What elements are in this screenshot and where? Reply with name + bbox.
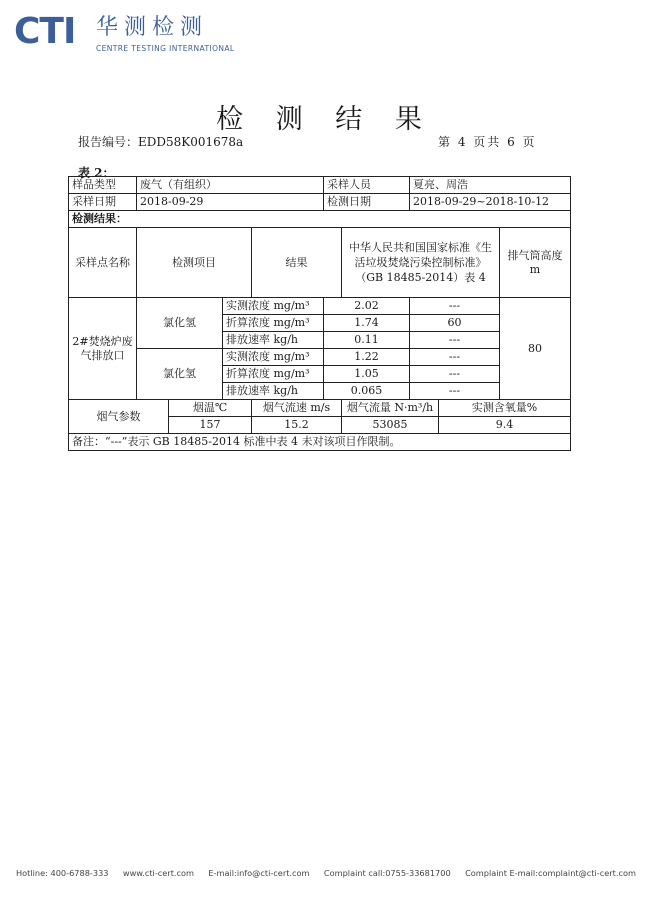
sampler-value: 夏亮、周浩 <box>410 177 571 194</box>
table-note: 备注：“---”表示 GB 18485-2014 标准中表 4 未对该项目作限制。 <box>69 434 571 451</box>
sample-type-value: 废气（有组织） <box>137 177 324 194</box>
result-value: 1.22 <box>324 349 410 366</box>
result-value: 2.02 <box>324 298 410 315</box>
logo-mark: CTI <box>14 11 76 52</box>
item-name: 实测浓度 mg/m³ <box>223 298 324 315</box>
stack-height-value: 80 <box>500 298 571 400</box>
page-footer <box>16 868 636 878</box>
standard-value: 60 <box>410 315 500 332</box>
standard-value: --- <box>410 332 500 349</box>
flue-param-name: 烟温℃ <box>169 400 252 417</box>
footer-email: E-mail:info@cti-cert.com <box>208 868 310 878</box>
standard-value: --- <box>410 349 500 366</box>
table-label: 表 2： <box>78 166 115 180</box>
flue-param-name: 烟气流量 N·m³/h <box>342 400 439 417</box>
standard-value: --- <box>410 298 500 315</box>
flue-param-value: 53085 <box>342 417 439 434</box>
test-date-value: 2018-09-29~2018-10-12 <box>410 194 571 211</box>
sampling-date-label: 采样日期 <box>69 194 137 211</box>
standard-value: --- <box>410 366 500 383</box>
pollutant-name: 氯化氢 <box>137 298 223 349</box>
result-value: 0.065 <box>324 383 410 400</box>
header-standard: 中华人民共和国国家标准《生活垃圾焚烧污染控制标准》（GB 18485-2014）表 4 <box>342 228 500 298</box>
result-value: 0.11 <box>324 332 410 349</box>
item-name: 折算浓度 mg/m³ <box>223 315 324 332</box>
footer-hotline: Hotline: 400-6788-333 <box>16 868 109 878</box>
footer-website: www.cti-cert.com <box>122 868 194 878</box>
item-name: 排放速率 kg/h <box>223 332 324 349</box>
logo-name-cn: 华测检测 <box>96 15 209 40</box>
result-value: 1.74 <box>324 315 410 332</box>
result-value: 1.05 <box>324 366 410 383</box>
header-result: 结果 <box>252 228 342 298</box>
test-date-label: 检测日期 <box>324 194 410 211</box>
company-logo <box>14 12 254 58</box>
item-name: 实测浓度 mg/m³ <box>223 349 324 366</box>
flue-param-name: 烟气流速 m/s <box>252 400 342 417</box>
footer-complaint-call: Complaint call:0755-33681700 <box>323 868 451 878</box>
page-info: 第 4 页共 6 页 <box>438 135 537 149</box>
sampling-point-name: 2#焚烧炉废气排放口 <box>69 298 137 400</box>
flue-param-value: 9.4 <box>439 417 571 434</box>
flue-param-value: 15.2 <box>252 417 342 434</box>
footer-complaint-email: Complaint E-mail:complaint@cti-cert.com <box>465 868 636 878</box>
item-name: 折算浓度 mg/m³ <box>223 366 324 383</box>
report-number: 报告编号：EDD58K001678a <box>78 135 244 149</box>
sampling-date-value: 2018-09-29 <box>137 194 324 211</box>
flue-param-name: 实测含氧量% <box>439 400 571 417</box>
results-table <box>68 176 571 451</box>
header-item: 检测项目 <box>137 228 252 298</box>
logo-name-en: CENTRE TESTING INTERNATIONAL <box>96 44 235 53</box>
flue-gas-label: 烟气参数 <box>69 400 169 434</box>
item-name: 排放速率 kg/h <box>223 383 324 400</box>
page-title: 检 测 结 果 <box>216 104 434 135</box>
header-point: 采样点名称 <box>69 228 137 298</box>
results-label: 检测结果： <box>69 211 571 228</box>
flue-param-value: 157 <box>169 417 252 434</box>
standard-value: --- <box>410 383 500 400</box>
sampler-label: 采样人员 <box>324 177 410 194</box>
pollutant-name: 氯化氢 <box>137 349 223 400</box>
header-stack-height: 排气筒高度 m <box>500 228 571 298</box>
sample-type-label: 样品类型 <box>69 177 137 194</box>
